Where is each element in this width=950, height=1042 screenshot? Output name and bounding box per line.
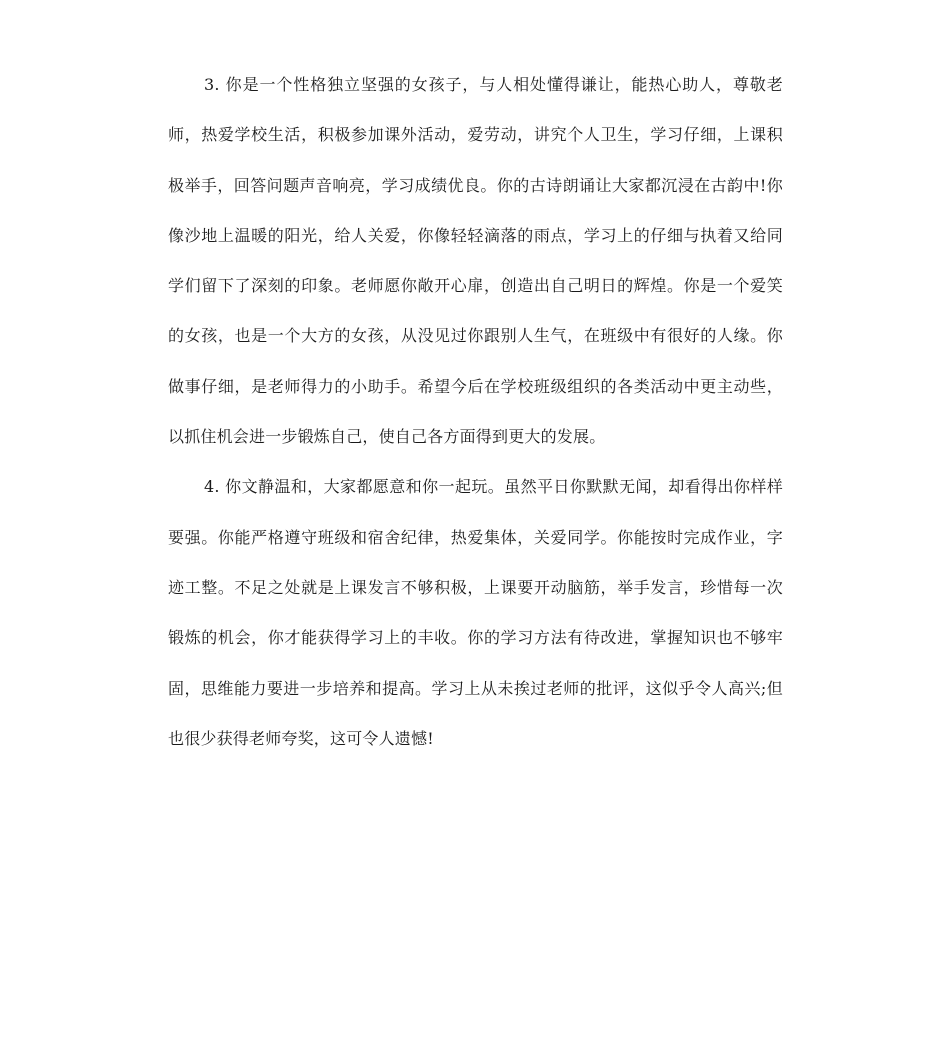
paragraph-4: 4. 你文静温和，大家都愿意和你一起玩。虽然平日你默默无闻，却看得出你样样要强。你能严格遵守班级和宿舍纪律，热爱集体，关爱同学。你能按时完成作业，字迹工整。不足之处就是上课发言不够积极，上课要开动脑筋，举手发言，珍惜每一次锻炼的机会，你才能获得学习上的丰收。你的学习方法有待改进，掌握知识也不够牢固，思维能力要进一步培养和提高。学习上从未挨过老师的批评，这似乎令人高兴;但也很少获得老师夸奖，这可令人遗憾! bbox=[168, 477, 783, 748]
document-body bbox=[168, 60, 783, 764]
paragraph-3: 3. 你是一个性格独立坚强的女孩子，与人相处懂得谦让，能热心助人，尊敬老师，热爱学校生活，积极参加课外活动，爱劳动，讲究个人卫生，学习仔细，上课积极举手，回答问题声音响亮，学习成绩优良。你的古诗朗诵让大家都沉浸在古韵中!你像沙地上温暖的阳光，给人关爱，你像轻轻滴落的雨点，学习上的仔细与执着又给同学们留下了深刻的印象。老师愿你敞开心扉，创造出自己明日的辉煌。你是一个爱笑的女孩，也是一个大方的女孩，从没见过你跟别人生气，在班级中有很好的人缘。你做事仔细，是老师得力的小助手。希望今后在学校班级组织的各类活动中更主动些，以抓住机会进一步锻炼自己，使自己各方面得到更大的发展。 bbox=[168, 75, 783, 447]
